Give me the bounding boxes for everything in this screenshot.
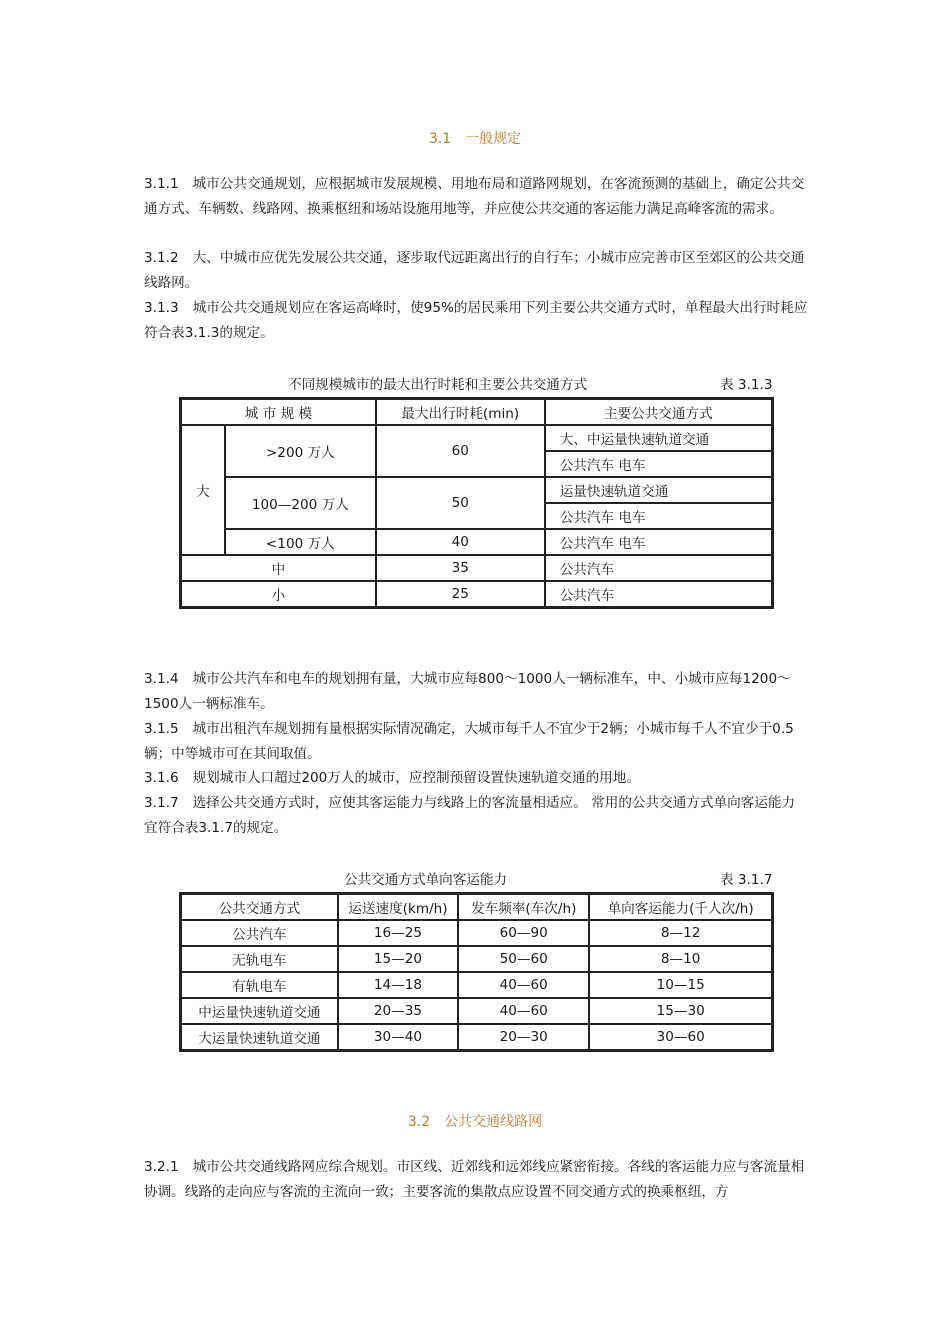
max-time-cell: 50 bbox=[376, 477, 545, 529]
capacity-cell: 10—15 bbox=[589, 972, 772, 998]
speed-cell: 30—40 bbox=[338, 1024, 458, 1050]
mode-cell: 大运量快速轨道交通 bbox=[181, 1024, 338, 1050]
table-3-1-3-caption: 不同规模城市的最大出行时耗和主要公共交通方式 bbox=[288, 377, 588, 393]
clause-3-1-2 bbox=[144, 246, 808, 295]
frequency-cell: 20—30 bbox=[458, 1024, 589, 1050]
clause-number: 3.1.1 bbox=[144, 176, 179, 192]
city-size-cell: 中 bbox=[181, 555, 376, 581]
clause-3-1-5 bbox=[144, 717, 808, 766]
speed-cell: 20—35 bbox=[338, 998, 458, 1024]
speed-cell: 15—20 bbox=[338, 946, 458, 972]
speed-cell: 16—25 bbox=[338, 920, 458, 946]
header-main-mode: 主要公共交通方式 bbox=[545, 399, 772, 425]
table-row bbox=[181, 946, 772, 972]
section-heading-3-1 bbox=[0, 128, 950, 148]
clause-3-1-7 bbox=[144, 791, 808, 840]
table-row bbox=[181, 972, 772, 998]
capacity-cell: 15—30 bbox=[589, 998, 772, 1024]
clause-number: 3.1.5 bbox=[144, 721, 179, 737]
mode-cell: 公共汽车 电车 bbox=[545, 529, 772, 555]
mode-cell: 公共汽车 电车 bbox=[545, 503, 772, 529]
header-max-time: 最大出行时耗(min) bbox=[376, 399, 545, 425]
capacity-cell: 30—60 bbox=[589, 1024, 772, 1050]
mode-cell: 有轨电车 bbox=[181, 972, 338, 998]
max-time-cell: 60 bbox=[376, 425, 545, 477]
table-row bbox=[181, 920, 772, 946]
table-row bbox=[181, 425, 772, 451]
capacity-cell: 8—12 bbox=[589, 920, 772, 946]
section-number: 3.1 bbox=[428, 131, 452, 147]
clause-text: 城市出租汽车规划拥有量根据实际情况确定，大城市每千人不宜少于2辆；小城市每千人不宜少于0.5辆；中等城市可在其间取值。 bbox=[144, 721, 794, 762]
clause-3-1-6 bbox=[144, 766, 808, 791]
mode-cell: 公共汽车 bbox=[545, 581, 772, 607]
clause-number: 3.1.3 bbox=[144, 300, 179, 316]
table-header-row bbox=[181, 399, 772, 425]
table-row bbox=[181, 1024, 772, 1050]
mode-cell: 大、中运量快速轨道交通 bbox=[545, 425, 772, 451]
header-speed: 运送速度(km/h) bbox=[338, 894, 458, 920]
clause-text: 大、中城市应优先发展公共交通，逐步取代远距离出行的自行车；小城市应完善市区至郊区的公共交通线路网。 bbox=[144, 250, 805, 291]
mode-cell: 公共汽车 电车 bbox=[545, 451, 772, 477]
table-3-1-3-label: 表 3.1.3 bbox=[720, 377, 773, 393]
clause-number: 3.1.4 bbox=[144, 671, 179, 687]
mode-cell: 中运量快速轨道交通 bbox=[181, 998, 338, 1024]
table-row bbox=[181, 529, 772, 555]
clause-3-2-1 bbox=[144, 1155, 808, 1204]
frequency-cell: 60—90 bbox=[458, 920, 589, 946]
clause-3-1-3 bbox=[144, 296, 808, 345]
clause-3-1-1 bbox=[144, 172, 808, 221]
frequency-cell: 40—60 bbox=[458, 972, 589, 998]
clause-text: 城市公共交通规划应在客运高峰时，使95%的居民乘用下列主要公共交通方式时，单程最大出行时耗应符合表3.1.3的规定。 bbox=[144, 300, 808, 341]
clause-number: 3.2.1 bbox=[144, 1159, 179, 1175]
table-row bbox=[181, 477, 772, 503]
clause-text: 规划城市人口超过200万人的城市，应控制预留设置快速轨道交通的用地。 bbox=[192, 770, 640, 786]
city-size-cell: >200 万人 bbox=[225, 425, 376, 477]
big-city-label: 大 bbox=[181, 425, 225, 555]
mode-cell: 公共汽车 bbox=[181, 920, 338, 946]
table-3-1-3 bbox=[179, 397, 774, 609]
max-time-cell: 25 bbox=[376, 581, 545, 607]
header-frequency: 发车频率(车次/h) bbox=[458, 894, 589, 920]
table-row bbox=[181, 555, 772, 581]
max-time-cell: 40 bbox=[376, 529, 545, 555]
clause-number: 3.1.6 bbox=[144, 770, 179, 786]
header-mode: 公共交通方式 bbox=[181, 894, 338, 920]
city-size-cell: 小 bbox=[181, 581, 376, 607]
speed-cell: 14—18 bbox=[338, 972, 458, 998]
clause-text: 城市公共汽车和电车的规划拥有量，大城市应每800～1000人一辆标准车，中、小城市应每1200～1500人一辆标准车。 bbox=[144, 671, 791, 712]
clause-number: 3.1.2 bbox=[144, 250, 179, 266]
section-heading-3-2 bbox=[0, 1111, 950, 1131]
section-title: 公共交通线路网 bbox=[444, 1114, 543, 1130]
frequency-cell: 40—60 bbox=[458, 998, 589, 1024]
table-row bbox=[181, 998, 772, 1024]
clause-text: 选择公共交通方式时，应使其客运能力与线路上的客流量相适应。 常用的公共交通方式单向客运能力宜符合表3.1.7的规定。 bbox=[144, 795, 796, 836]
clause-text: 城市公共交通规划，应根据城市发展规模、用地布局和道路网规划，在客流预测的基础上，确定公共交通方式、车辆数、线路网、换乘枢纽和场站设施用地等，并应使公共交通的客运能力满足高峰客流的需求。 bbox=[144, 176, 805, 217]
table-3-1-7-label: 表 3.1.7 bbox=[720, 872, 773, 888]
section-title: 一般规定 bbox=[465, 131, 522, 147]
section-number: 3.2 bbox=[407, 1114, 431, 1130]
table-header-row bbox=[181, 894, 772, 920]
frequency-cell: 50—60 bbox=[458, 946, 589, 972]
table-row bbox=[181, 581, 772, 607]
clause-3-1-4 bbox=[144, 667, 808, 716]
mode-cell: 无轨电车 bbox=[181, 946, 338, 972]
capacity-cell: 8—10 bbox=[589, 946, 772, 972]
mode-cell: 公共汽车 bbox=[545, 555, 772, 581]
table-3-1-7 bbox=[179, 892, 774, 1052]
header-capacity: 单向客运能力(千人次/h) bbox=[589, 894, 772, 920]
clause-number: 3.1.7 bbox=[144, 795, 179, 811]
max-time-cell: 35 bbox=[376, 555, 545, 581]
header-city-size: 城 市 规 模 bbox=[181, 399, 376, 425]
clause-text: 城市公共交通线路网应综合规划。市区线、近郊线和远郊线应紧密衔接。各线的客运能力应与客流量相协调。线路的走向应与客流的主流向一致；主要客流的集散点应设置不同交通方式的换乘枢纽，方 bbox=[144, 1159, 805, 1200]
mode-cell: 运量快速轨道交通 bbox=[545, 477, 772, 503]
city-size-cell: <100 万人 bbox=[225, 529, 376, 555]
table-3-1-7-caption: 公共交通方式单向客运能力 bbox=[344, 872, 508, 888]
city-size-cell: 100—200 万人 bbox=[225, 477, 376, 529]
